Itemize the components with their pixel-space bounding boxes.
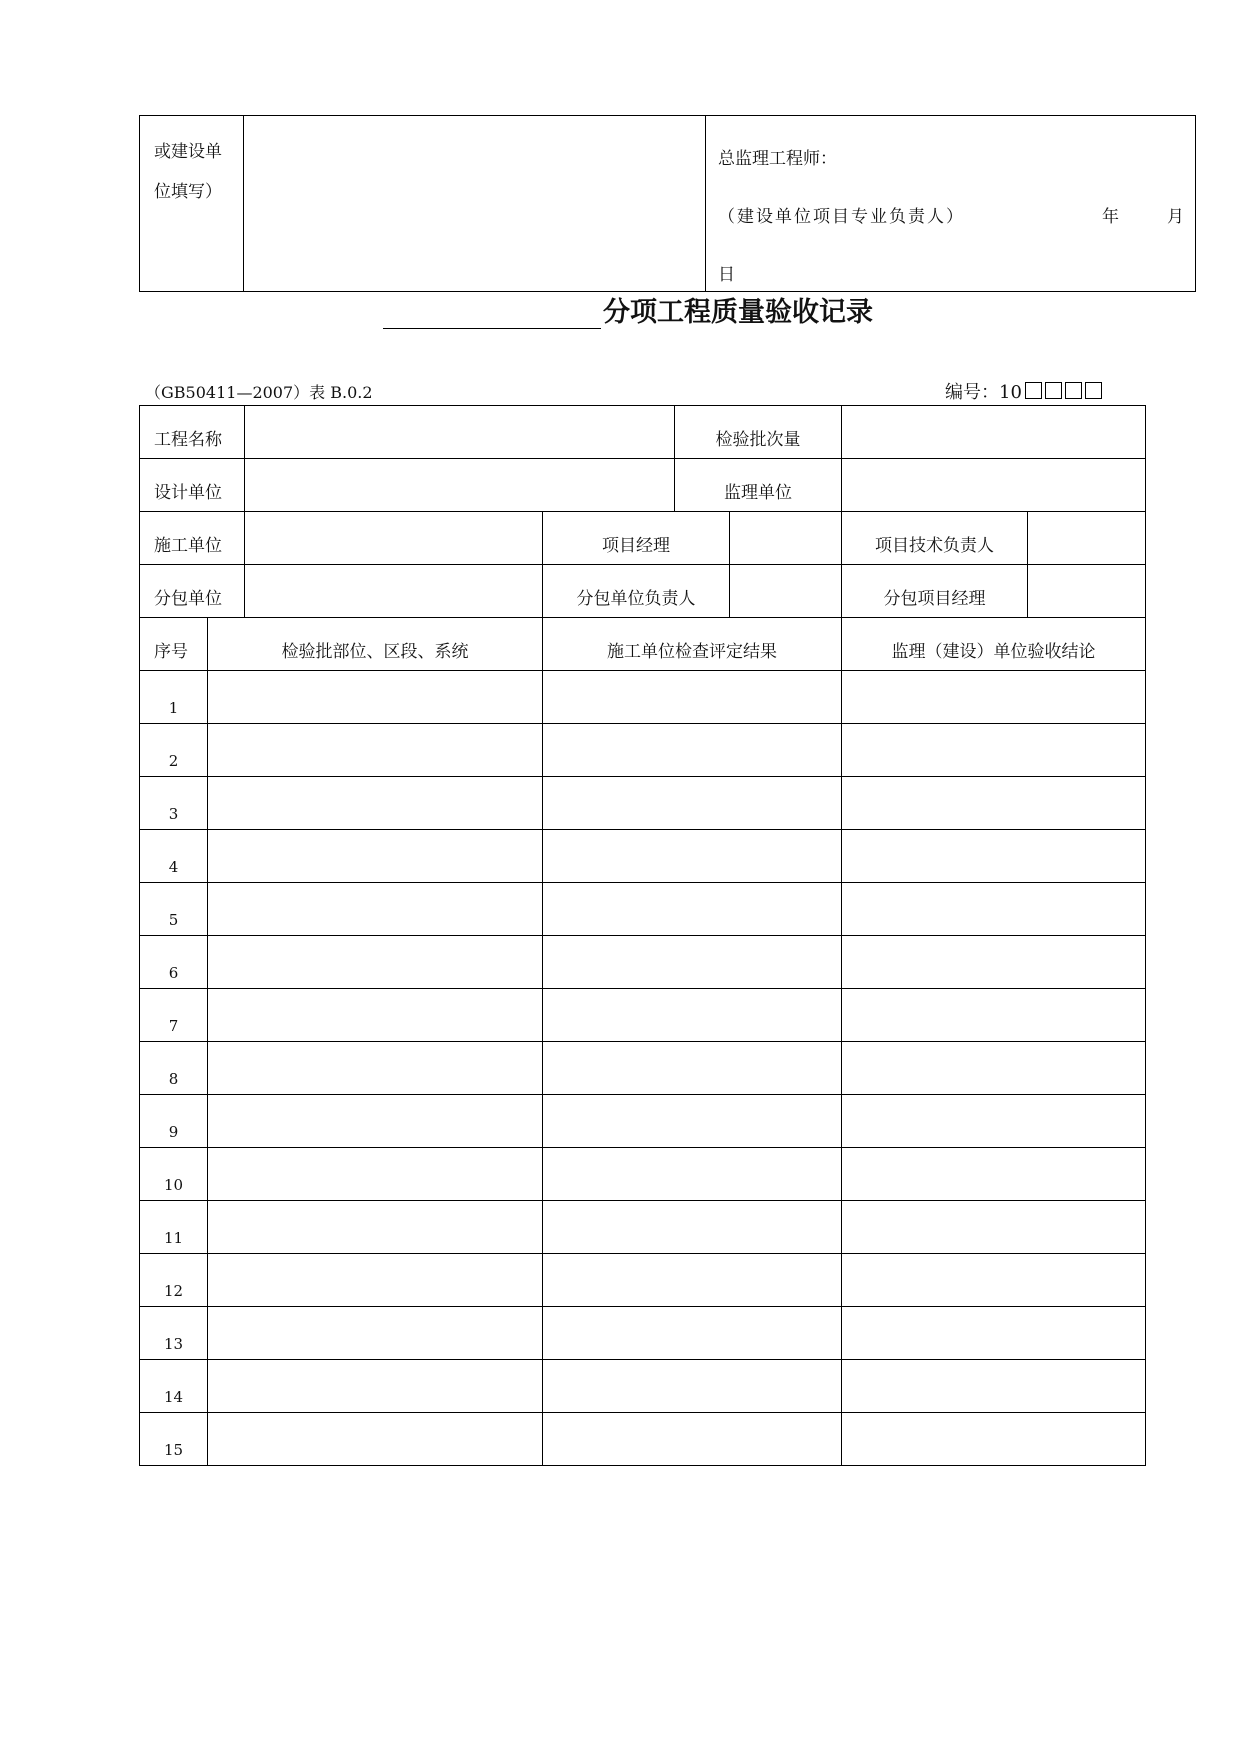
technical-lead-label: 项目技术负责人 — [842, 512, 1028, 565]
page-title — [383, 290, 873, 329]
contractor-result-cell[interactable] — [543, 830, 842, 883]
contractor-result-cell[interactable] — [543, 1201, 842, 1254]
contractor-result-cell[interactable] — [543, 1254, 842, 1307]
month-label: 月 — [1167, 207, 1184, 227]
row-number: 2 — [140, 724, 208, 777]
subcontractor-field[interactable] — [245, 565, 543, 618]
contractor-result-cell[interactable] — [543, 724, 842, 777]
subcontract-manager-field[interactable] — [1028, 565, 1146, 618]
contractor-result-cell[interactable] — [543, 883, 842, 936]
table-row — [140, 1307, 1146, 1360]
project-name-field[interactable] — [245, 406, 675, 459]
supervisor-conclusion-cell[interactable] — [842, 989, 1146, 1042]
table-row — [140, 565, 1146, 618]
table-row — [140, 830, 1146, 883]
subcontractor-lead-field[interactable] — [730, 565, 842, 618]
location-cell[interactable] — [208, 989, 543, 1042]
supervisor-conclusion-cell[interactable] — [842, 830, 1146, 883]
contractor-result-header: 施工单位检查评定结果 — [543, 618, 842, 671]
table-row — [140, 936, 1146, 989]
supervisor-conclusion-cell[interactable] — [842, 1042, 1146, 1095]
contractor-info-table — [139, 511, 1146, 618]
supervision-unit-label: 监理单位 — [675, 459, 842, 512]
contractor-result-cell[interactable] — [543, 1413, 842, 1466]
serial-box[interactable] — [1025, 382, 1042, 399]
location-cell[interactable] — [208, 936, 543, 989]
table-row — [140, 777, 1146, 830]
design-unit-label: 设计单位 — [140, 459, 245, 512]
table-row — [140, 1413, 1146, 1466]
project-manager-field[interactable] — [730, 512, 842, 565]
row-number: 7 — [140, 989, 208, 1042]
title-text: 分项工程质量验收记录 — [603, 297, 873, 328]
table-row — [140, 1042, 1146, 1095]
inspection-list-table — [139, 617, 1146, 1466]
project-info-table — [139, 405, 1146, 512]
serial-label: 编号： — [945, 382, 999, 403]
table-row — [140, 1201, 1146, 1254]
batch-count-field[interactable] — [842, 406, 1146, 459]
project-manager-label: 项目经理 — [543, 512, 730, 565]
table-row — [140, 512, 1146, 565]
contractor-result-cell[interactable] — [543, 936, 842, 989]
table-row — [140, 1254, 1146, 1307]
day-label: 日 — [718, 265, 735, 285]
row-number: 8 — [140, 1042, 208, 1095]
serial-box[interactable] — [1085, 382, 1102, 399]
supervisor-conclusion-cell[interactable] — [842, 1254, 1146, 1307]
contractor-result-cell[interactable] — [543, 671, 842, 724]
location-cell[interactable] — [208, 1201, 543, 1254]
supervisor-conclusion-cell[interactable] — [842, 1307, 1146, 1360]
standard-reference: （GB50411—2007）表 B.0.2 — [145, 383, 373, 402]
table-row — [140, 1095, 1146, 1148]
table-row — [140, 459, 1146, 512]
approval-continuation-block — [139, 115, 1196, 292]
contractor-label: 施工单位 — [140, 512, 245, 565]
serial-prefix: 10 — [999, 382, 1022, 403]
location-cell[interactable] — [208, 1095, 543, 1148]
technical-lead-field[interactable] — [1028, 512, 1146, 565]
owner-fill-label-line1: 或建设单 — [154, 142, 222, 162]
table-row — [140, 1360, 1146, 1413]
row-number: 11 — [140, 1201, 208, 1254]
design-unit-field[interactable] — [245, 459, 675, 512]
location-header: 检验批部位、区段、系统 — [208, 618, 543, 671]
serial-number — [945, 378, 1102, 404]
table-row — [140, 989, 1146, 1042]
supervisor-conclusion-cell[interactable] — [842, 724, 1146, 777]
row-number: 12 — [140, 1254, 208, 1307]
location-cell[interactable] — [208, 883, 543, 936]
subcontractor-lead-label: 分包单位负责人 — [543, 565, 730, 618]
row-number: 3 — [140, 777, 208, 830]
location-cell[interactable] — [208, 1307, 543, 1360]
table-row — [140, 883, 1146, 936]
table-row — [140, 724, 1146, 777]
contractor-result-cell[interactable] — [543, 1042, 842, 1095]
table-row — [140, 671, 1146, 724]
contractor-result-cell[interactable] — [543, 1148, 842, 1201]
supervisor-conclusion-cell[interactable] — [842, 1095, 1146, 1148]
supervisor-conclusion-cell[interactable] — [842, 671, 1146, 724]
row-number: 5 — [140, 883, 208, 936]
table-row — [140, 1148, 1146, 1201]
location-cell[interactable] — [208, 777, 543, 830]
supervisor-conclusion-cell[interactable] — [842, 1413, 1146, 1466]
supervision-unit-field[interactable] — [842, 459, 1146, 512]
title-blank-line[interactable] — [383, 298, 601, 329]
row-number: 9 — [140, 1095, 208, 1148]
supervisor-conclusion-cell[interactable] — [842, 883, 1146, 936]
subcontractor-label: 分包单位 — [140, 565, 245, 618]
location-cell[interactable] — [208, 1148, 543, 1201]
supervisor-conclusion-cell[interactable] — [842, 1360, 1146, 1413]
subcontract-manager-label: 分包项目经理 — [842, 565, 1028, 618]
seq-header: 序号 — [140, 618, 208, 671]
signature-area[interactable] — [706, 116, 1196, 292]
row-number: 1 — [140, 671, 208, 724]
contractor-result-cell[interactable] — [543, 1307, 842, 1360]
contractor-result-cell[interactable] — [543, 989, 842, 1042]
supervisor-conclusion-header: 监理（建设）单位验收结论 — [842, 618, 1146, 671]
location-cell[interactable] — [208, 1254, 543, 1307]
batch-count-label: 检验批次量 — [675, 406, 842, 459]
contractor-result-cell[interactable] — [543, 777, 842, 830]
row-number: 14 — [140, 1360, 208, 1413]
row-number: 10 — [140, 1148, 208, 1201]
location-cell[interactable] — [208, 830, 543, 883]
row-number: 13 — [140, 1307, 208, 1360]
contractor-result-cell[interactable] — [543, 1095, 842, 1148]
project-name-label: 工程名称 — [140, 406, 245, 459]
contractor-field[interactable] — [245, 512, 543, 565]
year-label: 年 — [1102, 207, 1119, 227]
chief-supervisor-label: 总监理工程师： — [718, 149, 837, 169]
location-cell[interactable] — [208, 724, 543, 777]
contractor-result-cell[interactable] — [543, 1360, 842, 1413]
supervisor-conclusion-cell[interactable] — [842, 1201, 1146, 1254]
location-cell[interactable] — [208, 1413, 543, 1466]
location-cell[interactable] — [208, 671, 543, 724]
row-number: 15 — [140, 1413, 208, 1466]
owner-fill-area[interactable] — [244, 116, 706, 292]
supervisor-conclusion-cell[interactable] — [842, 777, 1146, 830]
location-cell[interactable] — [208, 1360, 543, 1413]
row-number: 6 — [140, 936, 208, 989]
row-number: 4 — [140, 830, 208, 883]
serial-box[interactable] — [1065, 382, 1082, 399]
owner-fill-label — [140, 116, 244, 292]
supervisor-conclusion-cell[interactable] — [842, 936, 1146, 989]
serial-box[interactable] — [1045, 382, 1062, 399]
table-row — [140, 406, 1146, 459]
location-cell[interactable] — [208, 1042, 543, 1095]
owner-fill-label-line2: 位填写） — [154, 182, 222, 202]
table-header-row — [140, 618, 1146, 671]
owner-rep-label: （建设单位项目专业负责人） — [718, 207, 965, 227]
supervisor-conclusion-cell[interactable] — [842, 1148, 1146, 1201]
inspection-list-body — [140, 671, 1146, 1466]
